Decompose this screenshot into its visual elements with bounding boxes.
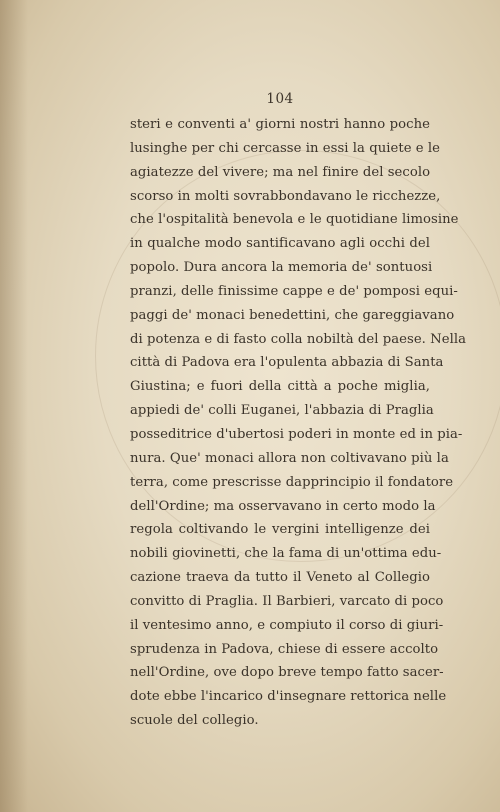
body-text [130, 113, 467, 733]
text-line: città di Padova era l'opulenta abbazia di Santa [130, 355, 444, 371]
text-line: steri e conventi a' giorni nostri hanno poche [130, 117, 430, 132]
text-line: scorso in molti sovrabbondavano le ricchezze, [130, 188, 441, 204]
page-edge-shadow [0, 0, 28, 812]
text-line: regola coltivando le vergini intelligenze dei [130, 522, 430, 538]
text-line: Giustina; e fuori della città a poche miglia, [130, 379, 430, 395]
text-line: pranzi, delle finissime cappe e de' pomposi equi- [130, 283, 458, 299]
page-number: 104 [266, 91, 294, 107]
text-line: paggi de' monaci benedettini, che gareggiavano [130, 307, 455, 323]
text-line: popolo. Dura ancora la memoria de' sontuosi [130, 260, 433, 276]
text-line: dell'Ordine; ma osservavano in certo modo la [130, 498, 436, 514]
text-line: lusinghe per chi cercasse in essi la quiete e le [130, 140, 441, 156]
text-line: nobili giovinetti, che la fama di un'ottima edu- [130, 546, 442, 562]
text-line: scuole del collegio. [130, 713, 259, 729]
text-line: agiatezze del vivere; ma nel finire del secolo [130, 164, 431, 180]
text-line: in qualche modo santificavano agli occhi del [130, 236, 430, 252]
text-line: cazione traeva da tutto il Veneto al Collegio [130, 570, 430, 586]
text-line: nura. Que' monaci allora non coltivavano più la [130, 450, 449, 466]
text-line: che l'ospitalità benevola e le quotidiane limosine [130, 212, 459, 228]
text-line: nell'Ordine, ove dopo breve tempo fatto sacer- [130, 665, 444, 681]
text-line: terra, come prescrisse dapprincipio il fondatore [130, 474, 454, 490]
text-line: sprudenza in Padova, chiese di essere accolto [130, 641, 439, 657]
text-line: posseditrice d'ubertosi poderi in monte ed in pia- [130, 426, 463, 442]
text-line: appiedi de' colli Euganei, l'abbazia di Praglia [130, 403, 434, 419]
text-line: il ventesimo anno, e compiuto il corso di giuri- [130, 617, 444, 633]
text-line: di potenza e di fasto colla nobiltà del paese. Nella [130, 331, 467, 347]
text-line: dote ebbe l'incarico d'insegnare rettorica nelle [130, 689, 447, 705]
text-line: convitto di Praglia. Il Barbieri, varcato di poco [130, 593, 444, 609]
